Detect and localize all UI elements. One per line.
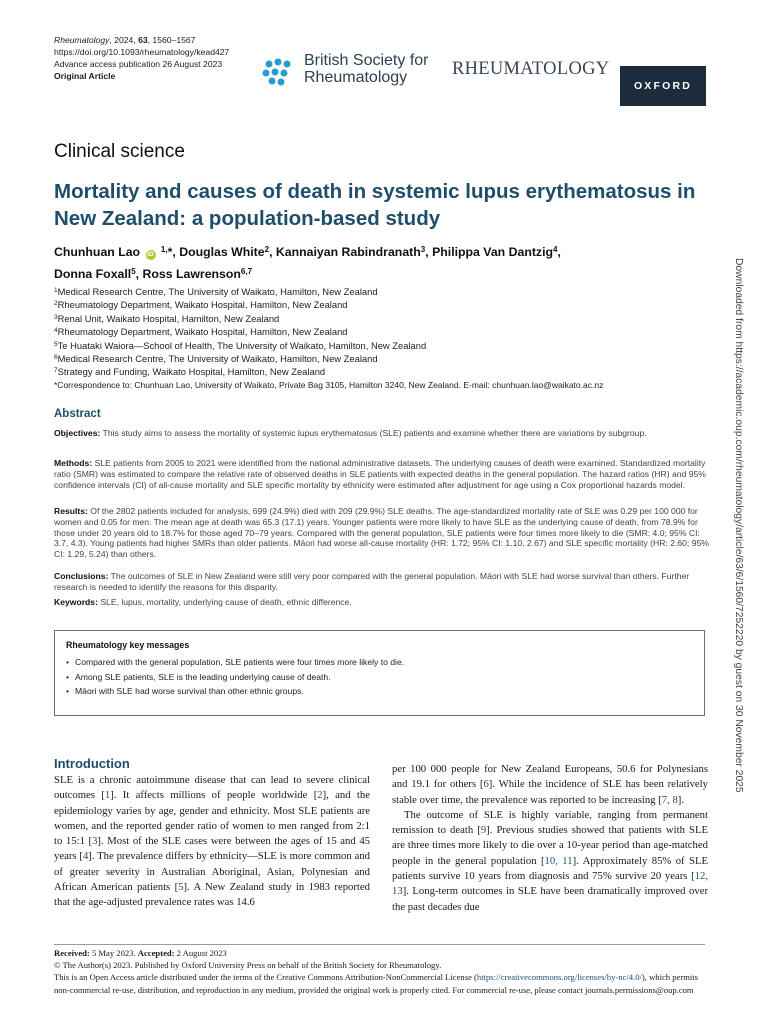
affiliation-num: 5	[54, 340, 58, 348]
author-separator: ,	[557, 245, 561, 259]
intro-text: ]. The prevalence differs by ethnicity—SLE is more common and of greater severity in Australian Aboriginal, Asian, Polynesian and African American patients [	[54, 850, 371, 894]
results-text: Of the 2802 patients included for analysis, 699 (24.9%) died with 209 (29.9%) SLE deaths. The age-standardized mortality rate of SLE was 0.29 per 100 000 for women and 0.05 for men. The mean age at death was 65.3 (17.1) years. Younger patients were more likely to have SLE as the underlying cause of death, from 78.9% for those under 20 years old to 18.7% for those aged 70–79 years. Compared with the general population, SLE patients were four times more likely to die (SMR: 4.0; 95% CI: 3.7, 4.3). Young patients had higher SMRs than older patients. Māori had worse all-cause mortality (HR: 1.72; 95% CI: 1.10, 2.67) and SLE specific mortality (HR: 2.60; 95% CI: 1.29, 5.24) than others.	[54, 506, 709, 560]
key-message-item: • Māori with SLE had worse survival than other ethnic groups.	[66, 684, 404, 699]
affiliation-text: Medical Research Centre, The University of Waikato, Hamilton, New Zealand	[57, 286, 378, 297]
received-date: 5 May 2023.	[89, 948, 138, 958]
intro-left-column	[54, 773, 370, 911]
affiliation-num: 6	[54, 354, 58, 362]
author-name[interactable]: , Kannaiyan Rabindranath	[269, 245, 421, 259]
affiliation-item	[54, 312, 714, 325]
author-affil-sup: 3	[420, 245, 426, 254]
affiliation-text: Te Huataki Waiora—School of Health, The University of Waikato, Hamilton, New Zealand	[57, 339, 427, 351]
download-watermark	[733, 258, 754, 793]
affiliation-num: 1	[54, 287, 58, 294]
abstract-conclusions	[54, 571, 709, 593]
affiliation-num: 7	[54, 367, 58, 375]
intro-text: ], and the epidemiology varies by age, gender and ethnicity. Most SLE patients are women, and the reported gender ratio of women to men ranged from 2:1 to 15:1 [	[54, 789, 370, 848]
intro-text: per 100 000 people for New Zealand Europeans, 50.6 for Polynesians and 19.1 for others [	[392, 763, 708, 791]
citation-year: , 2024,	[109, 35, 139, 45]
author-affil-sup: 4	[553, 245, 558, 254]
reference-link[interactable]: 4	[82, 850, 89, 863]
article-type: Original Article	[54, 71, 116, 81]
correspondence: *Correspondence to: Chunhuan Lao, University of Waikato, Private Bag 3105, Hamilton 3240, New Zealand. E-mail: chunhuan.lao@waikato.ac.nz	[54, 380, 604, 390]
license-text	[54, 971, 705, 995]
section-label: Clinical science	[54, 141, 185, 162]
reference-link[interactable]: 9	[480, 824, 487, 837]
affiliation-text: Strategy and Funding, Waikato Hospital, Hamilton, New Zealand	[57, 366, 326, 378]
author-affil-sup: 5	[131, 267, 136, 276]
affiliation-item	[54, 352, 714, 365]
affiliation-text: Rheumatology Department, Waikato Hospital, Hamilton, New Zealand	[57, 326, 348, 338]
abstract-results	[54, 506, 709, 560]
affiliation-item	[54, 339, 714, 352]
reference-link[interactable]: 7, 8	[661, 793, 678, 806]
copyright-line: © The Author(s) 2023. Published by Oxford University Press on behalf of the British Society for Rheumatology.	[54, 960, 442, 971]
bsr-line-2: Rheumatology	[304, 68, 408, 86]
footer-notes	[54, 947, 705, 996]
methods-label: Methods:	[54, 458, 93, 468]
journal-wordmark: RHEUMATOLOGY	[452, 59, 610, 79]
citation-line	[54, 34, 229, 46]
abstract-keywords	[54, 597, 709, 608]
author-name[interactable]: , Philippa Van Dantzig	[425, 245, 554, 259]
author-affil-sup: 2	[264, 245, 270, 254]
author-affil-sup: 6,7	[240, 267, 253, 276]
keywords-label: Keywords:	[54, 597, 98, 607]
doi-link[interactable]: https://doi.org/10.1093/rheumatology/kead427	[54, 47, 230, 57]
affiliation-item	[54, 365, 714, 378]
author-name[interactable]: Chunhuan Lao	[54, 245, 141, 259]
license-post: ), which permits non-commercial re-use, distribution, and reproduction in any medium, provided the original work is properly cited. For commercial re-use, please contact journals.permissions@oup.com	[54, 972, 698, 995]
article-title: Mortality and causes of death in systemic lupus erythematosus in New Zealand: a population-based study	[54, 180, 696, 230]
footer-divider	[54, 944, 705, 945]
intro-text: ]. Approximately 85% of SLE patients survive 10 years from diagnosis and 75% survive 20 years [	[392, 854, 709, 883]
received-accepted	[54, 947, 705, 959]
citation-volume: 63	[138, 35, 148, 45]
abstract-objectives	[54, 428, 709, 439]
advance-access-date: Advance access publication 26 August 2023	[54, 59, 223, 69]
conclusions-label: Conclusions:	[54, 571, 109, 581]
affiliation-text: Rheumatology Department, Waikato Hospital, Hamilton, New Zealand	[57, 299, 348, 311]
accepted-label: Accepted:	[137, 948, 175, 958]
author-affil-sup: 1,	[160, 245, 168, 254]
key-message-item: • Compared with the general population, SLE patients were four times more likely to die.	[66, 655, 404, 670]
oxford-logo: OXFORD	[620, 66, 706, 106]
reference-link[interactable]: 2	[317, 789, 323, 802]
received-label: Received:	[54, 948, 90, 958]
accepted-date: 2 August 2023	[174, 948, 227, 958]
affiliation-list	[54, 285, 714, 379]
key-messages-box	[54, 630, 705, 716]
journal-name: Rheumatology	[54, 35, 110, 45]
abstract-methods	[54, 458, 709, 490]
affiliation-item	[54, 298, 714, 311]
key-messages-list	[66, 655, 404, 699]
license-pre: This is an Open Access article distributed under the terms of the Creative Commons Attribution-NonCommercial License (	[54, 972, 477, 983]
key-messages-title: Rheumatology key messages	[66, 640, 190, 650]
intro-paragraph	[392, 762, 708, 808]
citation-block	[54, 34, 229, 82]
citation-pages: , 1560–1567	[147, 35, 196, 45]
intro-text: ]. While the incidence of SLE has been relatively stable over time, the prevalence was reported to be increasing [	[392, 778, 708, 806]
intro-text: The outcome of SLE is highly variable, ranging from permanent remission to death [	[392, 808, 708, 837]
affiliation-item	[54, 325, 714, 338]
reference-link[interactable]: 6	[483, 778, 489, 791]
results-label: Results:	[54, 506, 88, 516]
reference-link[interactable]: 3	[92, 835, 98, 848]
conclusions-text: The outcomes of SLE in New Zealand were still very poor compared with the general population. Māori with SLE had worse survival than others. Further research is needed to identify the reasons for this disparity.	[54, 571, 690, 592]
orcid-icon[interactable]: iD	[147, 251, 154, 258]
author-name[interactable]: Douglas White	[179, 245, 265, 259]
bsr-line-1: British Society for	[304, 52, 429, 69]
download-note: Downloaded from https://academic.oup.com/rheumatology/article/63/6/1560/7252220 by guest on 30 November 2025	[733, 258, 744, 793]
affiliation-num: 3	[54, 313, 58, 321]
affiliation-text: Renal Unit, Waikato Hospital, Hamilton, New Zealand	[57, 312, 280, 324]
intro-text: ]. Previous studies showed that patients with SLE are three times more likely to die over a 10-year period than age-matched people in the general population [	[392, 824, 708, 867]
intro-text: ]. Long-term outcomes in SLE have been dramatically improved over the past decades due	[392, 885, 708, 913]
intro-right-column	[392, 762, 708, 915]
intro-text: ].	[677, 793, 685, 806]
reference-link[interactable]: 12, 13	[392, 870, 708, 898]
bsr-logo-icon	[261, 56, 301, 88]
key-message-item: • Among SLE patients, SLE is the leading underlying cause of death.	[66, 670, 404, 685]
intro-paragraph	[392, 808, 708, 915]
keywords-text: SLE, lupus, mortality, underlying cause of death, ethnic difference.	[97, 597, 352, 607]
abstract-heading: Abstract	[54, 408, 101, 420]
bsr-logo-text	[304, 53, 428, 86]
intro-text: ]. A New Zealand study in 1983 reported that the age-adjusted prevalence rates was 14.6	[54, 881, 370, 909]
reference-link[interactable]: 5	[178, 881, 184, 894]
introduction-heading: Introduction	[54, 756, 130, 771]
license-link[interactable]: https://creativecommons.org/licenses/by-nc/4.0/	[476, 972, 642, 983]
author-name[interactable]: , Ross Lawrenson	[135, 267, 241, 281]
author-list	[54, 240, 714, 284]
affiliation-num: 4	[54, 327, 58, 335]
methods-text: SLE patients from 2005 to 2021 were identified from the national administrative datasets. The underlying causes of death were examined. Standardized mortality ratio (SMR) was estimated to compare the relative rate of observed deaths in SLE patients with expected deaths in the general population. The hazard ratios (HR) and 95% confidence intervals (CI) of all-cause mortality and SLE specific mortality by ethnicity were estimated after adjustment for age using a Cox proportional hazards model.	[54, 458, 706, 490]
intro-text: ]. Most of the SLE cases were between the ages of 15 and 45 years [	[54, 835, 371, 863]
objectives-text: This study aims to assess the mortality of systemic lupus erythematosus (SLE) patients and examine whether there are variations by subgroup.	[100, 428, 647, 438]
affiliation-text: Medical Research Centre, The University of Waikato, Hamilton, New Zealand	[57, 353, 378, 365]
author-name[interactable]: Donna Foxall	[54, 267, 132, 281]
objectives-label: Objectives:	[54, 428, 101, 438]
affiliation-item	[54, 285, 714, 298]
affiliation-num: 2	[54, 300, 58, 308]
intro-text: ]. It affects millions of people worldwide [	[110, 789, 318, 802]
reference-link[interactable]: 1	[104, 789, 111, 802]
intro-text: SLE is a chronic autoimmune disease that can lead to severe clinical outcomes [	[54, 774, 370, 802]
reference-link[interactable]: 10, 11	[544, 854, 573, 867]
corresponding-mark: *,	[167, 245, 180, 259]
